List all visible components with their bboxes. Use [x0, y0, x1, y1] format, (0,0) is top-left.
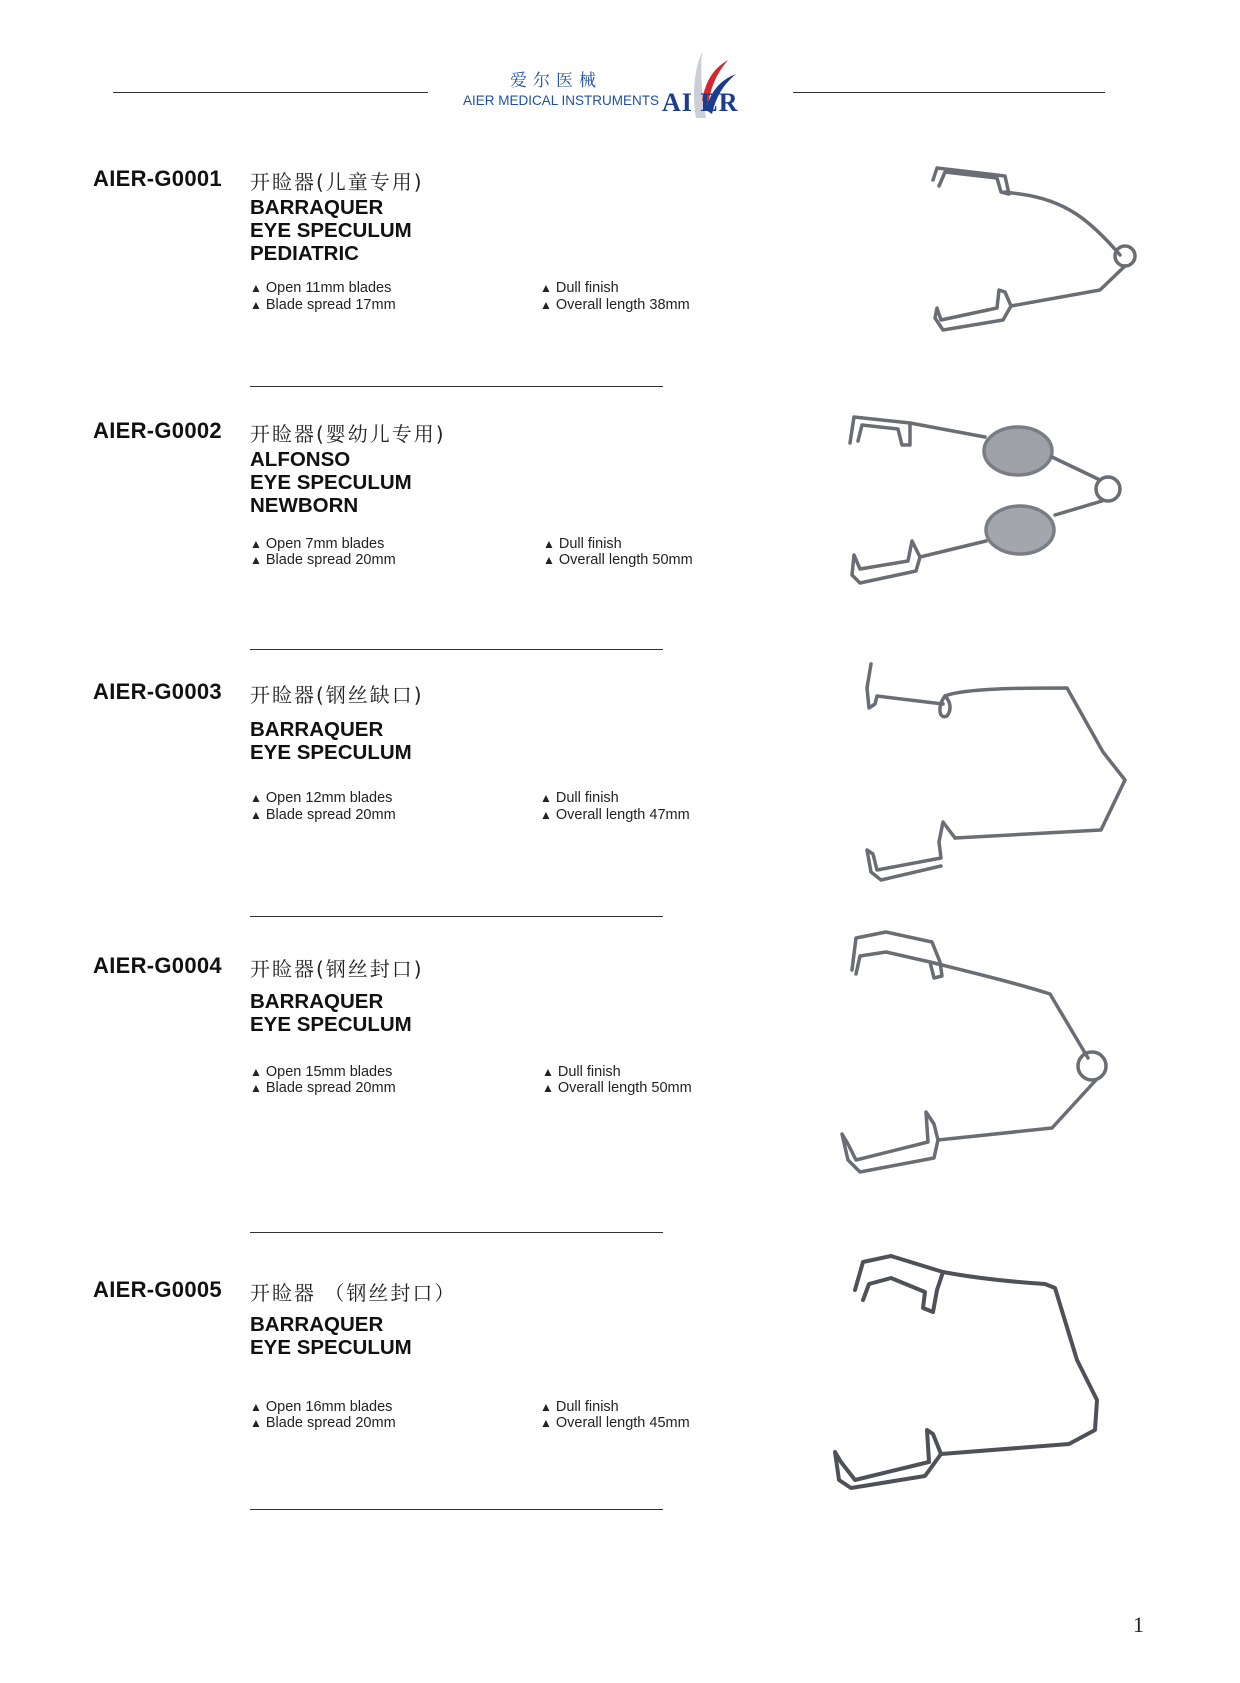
spec-item: ▲ Open 7mm blades — [250, 536, 385, 552]
section-divider — [250, 916, 663, 917]
spec-item: ▲ Blade spread 20mm — [250, 1415, 396, 1431]
section-divider — [250, 649, 663, 650]
spec-item: ▲ Dull finish — [543, 536, 622, 552]
spec-item: ▲ Dull finish — [542, 1064, 621, 1080]
triangle-bullet-icon: ▲ — [250, 1081, 262, 1095]
spec-item: ▲ Blade spread 20mm — [250, 1080, 396, 1096]
spec-item: ▲ Overall length 38mm — [540, 297, 690, 313]
product-name-cn: 开睑器(钢丝缺口) — [250, 683, 424, 707]
eye-speculum-image — [845, 660, 1135, 890]
spec-item: ▲ Open 12mm blades — [250, 790, 393, 806]
eye-speculum-image — [925, 160, 1150, 340]
triangle-bullet-icon: ▲ — [250, 1065, 262, 1079]
triangle-bullet-icon: ▲ — [250, 1400, 262, 1414]
triangle-bullet-icon: ▲ — [540, 791, 552, 805]
product-code: AIER-G0002 — [93, 418, 222, 443]
eye-speculum-image — [840, 405, 1145, 590]
product-name-line: ALFONSO — [250, 448, 351, 471]
spec-item: ▲ Blade spread 20mm — [250, 552, 396, 568]
spec-item: ▲ Overall length 50mm — [542, 1080, 692, 1096]
product-name-line: EYE SPECULUM — [250, 471, 412, 494]
triangle-bullet-icon: ▲ — [250, 281, 262, 295]
product-name-line: BARRAQUER — [250, 1313, 384, 1336]
section-divider — [250, 1232, 663, 1233]
product-code: AIER-G0004 — [93, 953, 222, 978]
spec-item: ▲ Open 11mm blades — [250, 280, 392, 296]
product-name-cn: 开睑器(儿童专用) — [250, 170, 424, 194]
triangle-bullet-icon: ▲ — [250, 791, 262, 805]
triangle-bullet-icon: ▲ — [542, 1081, 554, 1095]
triangle-bullet-icon: ▲ — [250, 808, 262, 822]
triangle-bullet-icon: ▲ — [540, 808, 552, 822]
section-divider — [250, 1509, 663, 1510]
product-code: AIER-G0005 — [93, 1277, 222, 1302]
product-name-line: EYE SPECULUM — [250, 741, 412, 764]
header-rule-left — [113, 92, 428, 93]
product-name-line: PEDIATRIC — [250, 242, 359, 265]
spec-item: ▲ Dull finish — [540, 790, 619, 806]
header-rule-right — [793, 92, 1105, 93]
logo-text: AI ER — [662, 88, 739, 117]
spec-item: ▲ Overall length 47mm — [540, 807, 690, 823]
product-name-cn: 开睑器(婴幼儿专用) — [250, 422, 446, 446]
spec-item: ▲ Open 16mm blades — [250, 1399, 393, 1415]
eye-speculum-image — [815, 1250, 1140, 1500]
product-name-cn: 开睑器 （钢丝封口） — [250, 1281, 457, 1305]
product-name-line: NEWBORN — [250, 494, 359, 517]
product-name-line: BARRAQUER — [250, 990, 384, 1013]
eye-speculum-image — [830, 928, 1140, 1183]
spec-item: ▲ Open 15mm blades — [250, 1064, 393, 1080]
product-code: AIER-G0003 — [93, 679, 222, 704]
triangle-bullet-icon: ▲ — [250, 537, 262, 551]
spec-item: ▲ Blade spread 20mm — [250, 807, 396, 823]
product-name-cn: 开睑器(钢丝封口) — [250, 957, 424, 981]
triangle-bullet-icon: ▲ — [250, 553, 262, 567]
product-code: AIER-G0001 — [93, 166, 222, 191]
spec-item: ▲ Dull finish — [540, 1399, 619, 1415]
brand-name-cn: 爱尔医械 — [510, 71, 602, 91]
product-name-line: BARRAQUER — [250, 196, 384, 219]
triangle-bullet-icon: ▲ — [540, 298, 552, 312]
triangle-bullet-icon: ▲ — [540, 1416, 552, 1430]
spec-item: ▲ Blade spread 17mm — [250, 297, 396, 313]
page-number: 1 — [1133, 1612, 1144, 1637]
triangle-bullet-icon: ▲ — [250, 1416, 262, 1430]
triangle-bullet-icon: ▲ — [250, 298, 262, 312]
triangle-bullet-icon: ▲ — [542, 1065, 554, 1079]
section-divider — [250, 386, 663, 387]
product-name-line: EYE SPECULUM — [250, 1013, 412, 1036]
triangle-bullet-icon: ▲ — [543, 537, 555, 551]
product-name-line: EYE SPECULUM — [250, 219, 412, 242]
product-name-line: BARRAQUER — [250, 718, 384, 741]
aier-logo — [662, 50, 754, 122]
product-name-line: EYE SPECULUM — [250, 1336, 412, 1359]
triangle-bullet-icon: ▲ — [540, 281, 552, 295]
spec-item: ▲ Dull finish — [540, 280, 619, 296]
spec-item: ▲ Overall length 45mm — [540, 1415, 690, 1431]
triangle-bullet-icon: ▲ — [540, 1400, 552, 1414]
brand-name-en: AIER MEDICAL INSTRUMENTS — [463, 93, 660, 108]
spec-item: ▲ Overall length 50mm — [543, 552, 693, 568]
triangle-bullet-icon: ▲ — [543, 553, 555, 567]
